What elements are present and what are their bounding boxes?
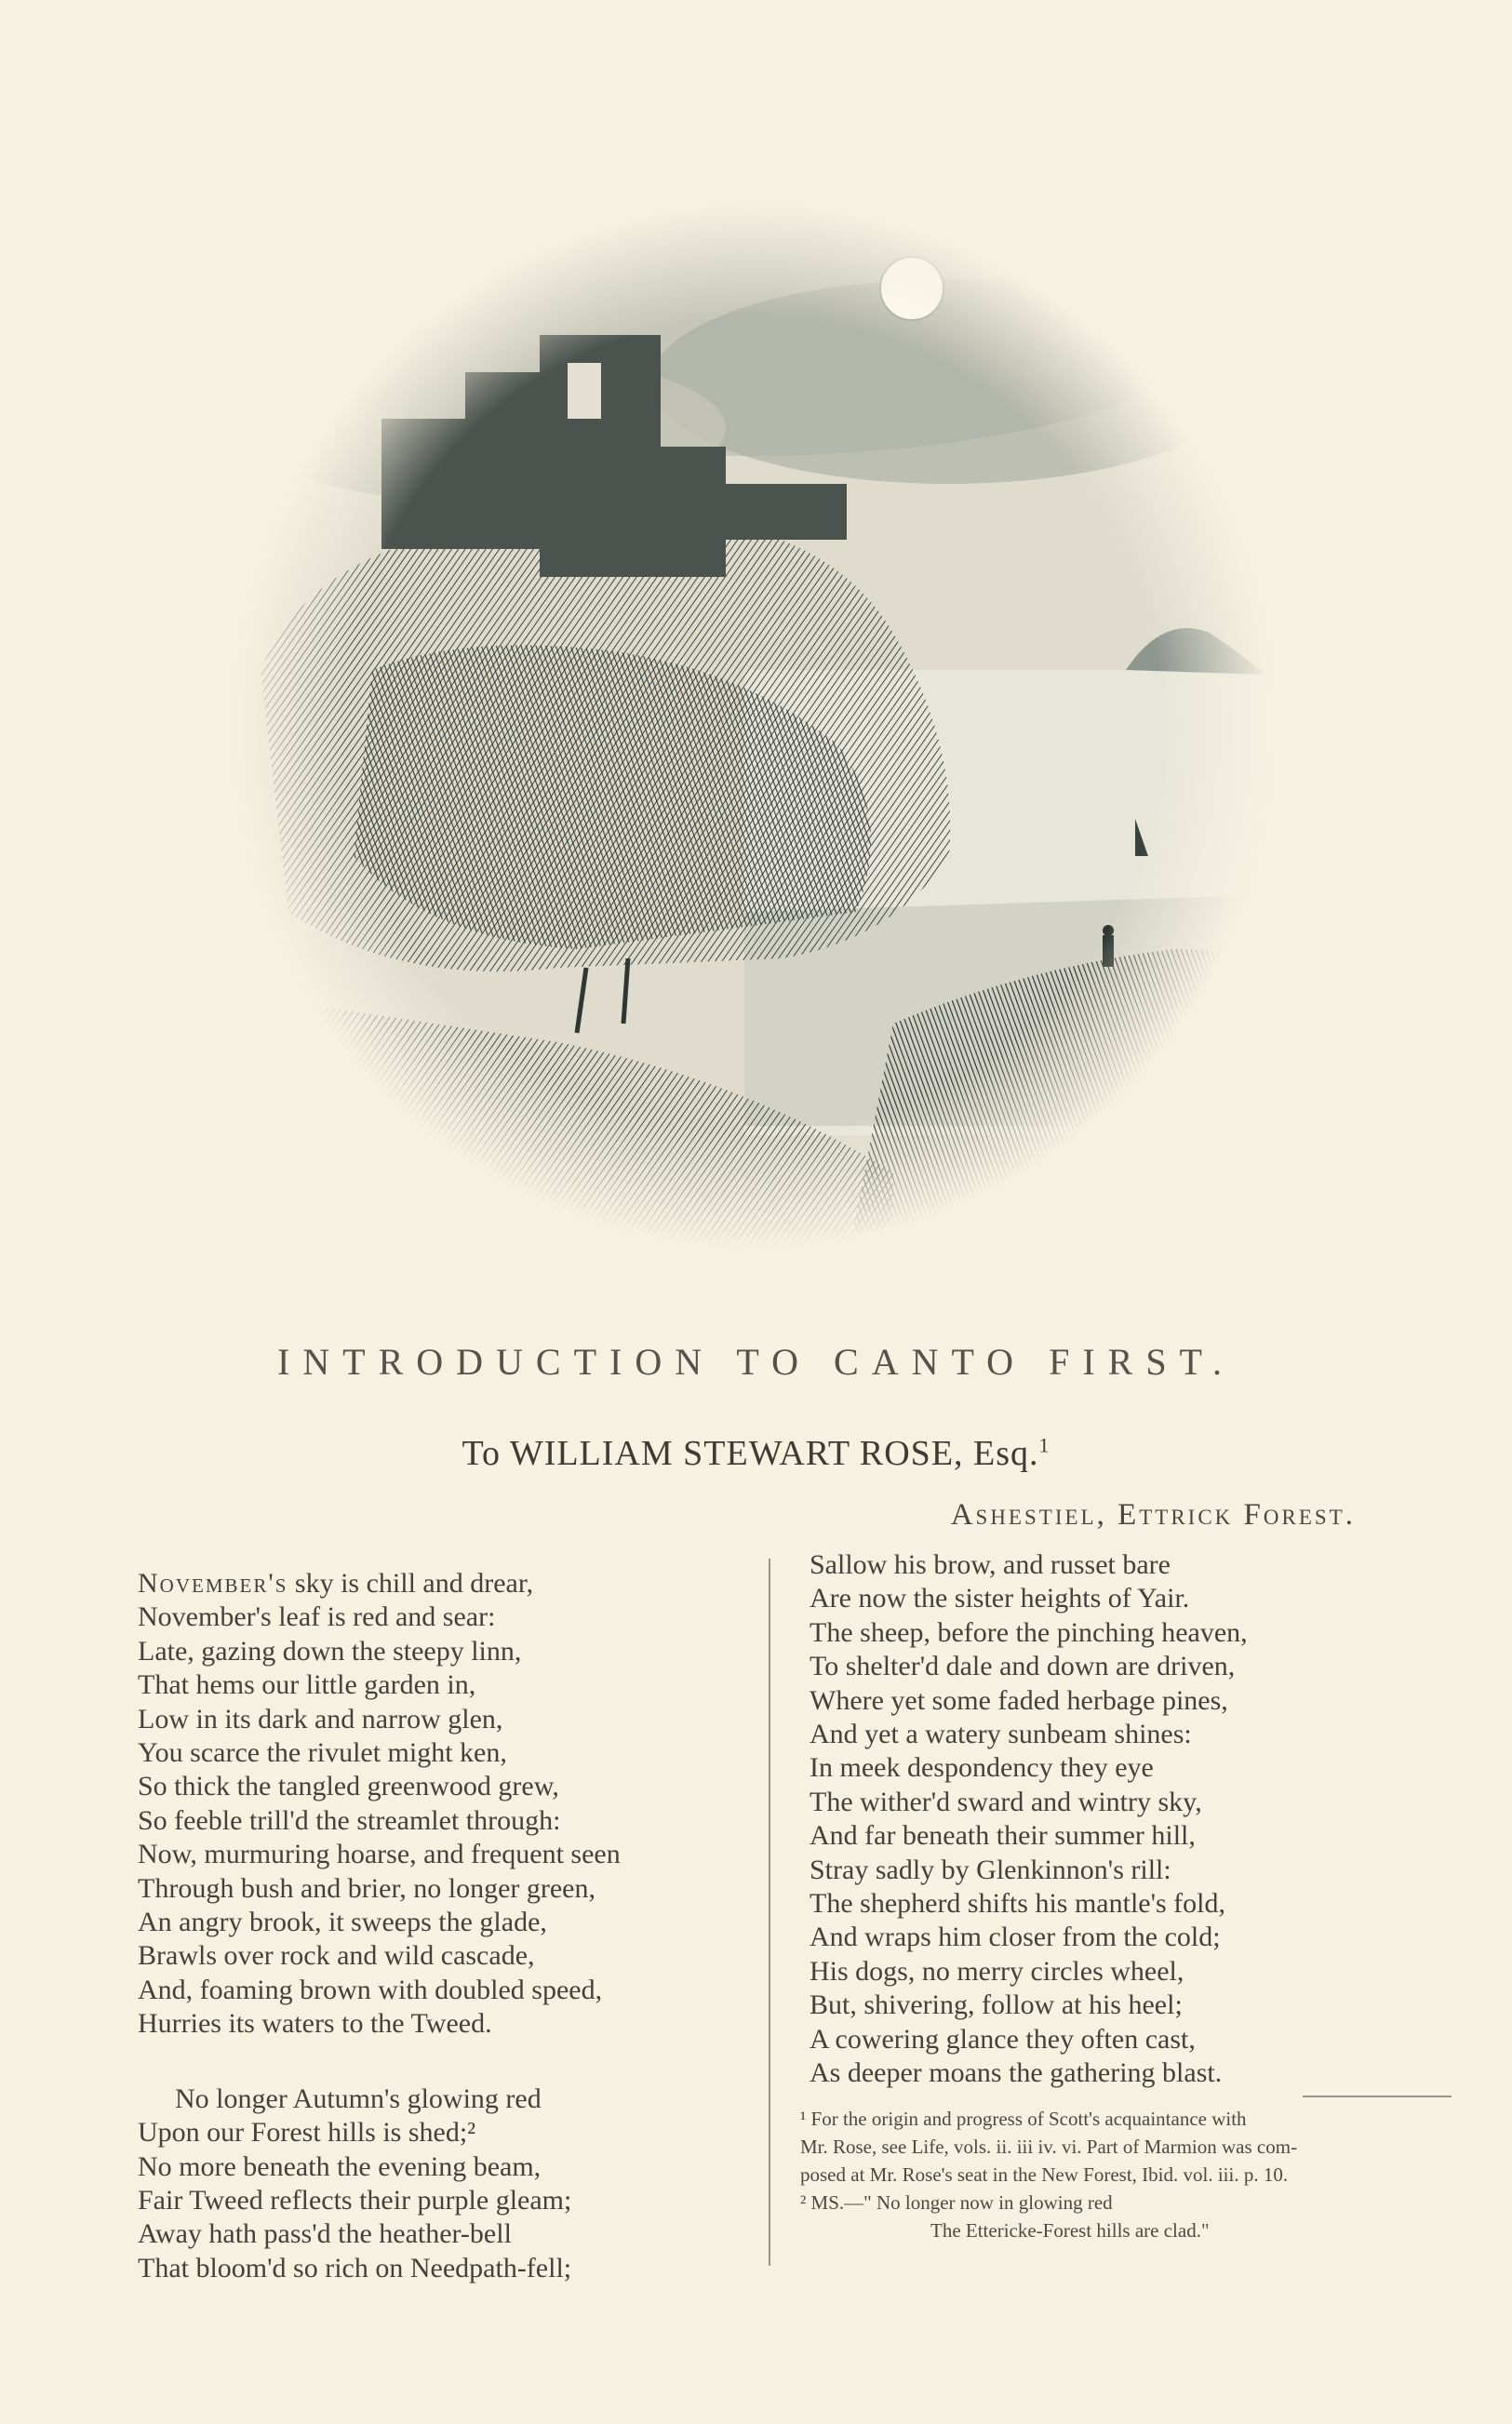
footnote-line: The Ettericke-Forest hills are clad." [930, 2219, 1210, 2242]
verse-line [138, 1567, 733, 1600]
column-divider [769, 1559, 770, 2266]
footnotes [800, 2105, 1465, 2244]
verse-line: And wraps him closer from the cold; [810, 1922, 1221, 1953]
verse-line: Away hath pass'd the heather-bell [138, 2218, 512, 2250]
verse-line: Late, gazing down the steepy linn, [138, 1635, 522, 1667]
verse-line: That hems our little garden in, [138, 1669, 476, 1701]
verse-line: The wither'd sward and wintry sky, [810, 1786, 1202, 1817]
verse-line: As deeper moans the gathering blast. [810, 2057, 1223, 2089]
verse-line: The shepherd shifts his mantle's fold, [810, 1888, 1225, 1920]
footnote-rule [1303, 2096, 1452, 2097]
footnote-line: ¹ For the origin and progress of Scott's acquaintance with [800, 2108, 1247, 2130]
footnote-line: ² MS.—" No longer now in glowing red [800, 2191, 1113, 2214]
verse-line: No longer Autumn's glowing red [175, 2082, 542, 2114]
verse-line: Upon our Forest hills is shed;² [138, 2117, 476, 2149]
verse-line: November's leaf is red and sear: [138, 1601, 496, 1633]
verse-rest: sky is chill and drear, [288, 1568, 534, 1599]
verse-line: The sheep, before the pinching heaven, [810, 1616, 1248, 1648]
verse-line: And far beneath their summer hill, [810, 1820, 1196, 1852]
verse-line: Are now the sister heights of Yair. [810, 1583, 1190, 1614]
verse-line: Through bush and brier, no longer green, [138, 1872, 595, 1904]
verse-line: Stray sadly by Glenkinnon's rill: [810, 1854, 1171, 1885]
canto-title: INTRODUCTION TO CANTO FIRST. [276, 1341, 1236, 1383]
castle-engraving [186, 149, 1321, 1312]
verse-line: Now, murmuring hoarse, and frequent seen [138, 1839, 621, 1870]
verse-line: That bloom'd so rich on Needpath-fell; [138, 2252, 572, 2283]
verse-line: A cowering glance they often cast, [810, 2023, 1196, 2055]
dedication-text: To WILLIAM STEWART ROSE, Esq. [462, 1434, 1039, 1473]
poem-right-column [810, 1548, 1386, 2091]
verse-line: No more beneath the evening beam, [138, 2150, 542, 2182]
footnote-line: posed at Mr. Rose's seat in the New Forest, Ibid. vol. iii. p. 10. [800, 2163, 1289, 2186]
dedication-line [0, 1433, 1512, 1474]
verse-line: But, shivering, follow at his heel; [810, 1989, 1183, 2021]
verse-line: And yet a watery sunbeam shines: [810, 1719, 1192, 1750]
verse-line: His dogs, no merry circles wheel, [810, 1955, 1184, 1987]
place-heading: Ashestiel, Ettrick Forest. [950, 1498, 1356, 1532]
verse-line: Fair Tweed reflects their purple gleam; [138, 2184, 572, 2216]
verse-line: An angry brook, it sweeps the glade, [138, 1907, 547, 1938]
verse-line: So feeble trill'd the streamlet through: [138, 1804, 561, 1836]
verse-line: So thick the tangled greenwood grew, [138, 1771, 559, 1802]
verse-line: Low in its dark and narrow glen, [138, 1703, 503, 1734]
verse-initial-word: November's [138, 1568, 288, 1599]
verse-line: Hurries its waters to the Tweed. [138, 2008, 492, 2040]
verse-line: You scarce the rivulet might ken, [138, 1737, 507, 1769]
verse-line: Sallow his brow, and russet bare [810, 1549, 1171, 1580]
verse-line: And, foaming brown with doubled speed, [138, 1974, 603, 2005]
footnote-line: Mr. Rose, see Life, vols. ii. iii iv. vi. Part of Marmion was com- [800, 2136, 1298, 2158]
verse-line: Brawls over rock and wild cascade, [138, 1940, 535, 1972]
poem-left-column [138, 1567, 733, 2285]
verse-line: In meek despondency they eye [810, 1752, 1154, 1784]
stanza-break [138, 2042, 733, 2082]
verse-line: Where yet some faded herbage pines, [810, 1684, 1228, 1716]
verse-line: To shelter'd dale and down are driven, [810, 1651, 1236, 1682]
footnote-marker: 1 [1038, 1433, 1050, 1457]
